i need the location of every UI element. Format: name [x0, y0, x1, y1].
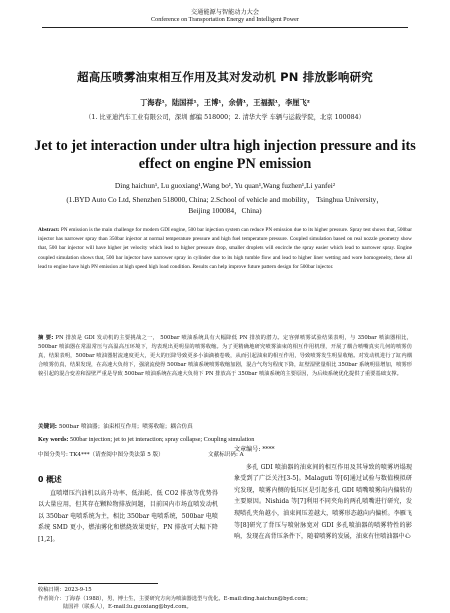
- cn-abstract: [38, 334, 412, 379]
- en-abstract: [38, 226, 412, 272]
- en-abstract-text: PN emission is the main challenge for modern GDI engine, 500 bar injection system can reduce PN emission due to its higher pressure. Spray test shows that, 500bar injector has narrower spray than 350bar injector at normal temperature pressure and high fuel temperature pressure. Coupled simulation based on real nozzle geometry show that, 500 bar injector will have higher jet velocity which lead to higher pressure drop, smaller droplets will encircle the spray easier which lead to narrower spray. Engine coupled simulation shows that, 500 bar injector have narrower spray in cylinder due to its high tumble flow and lead to higher liner wetting and wore homogeneity, these all lead to engine have high PN emission at high speed high load condition. Results can help improve future pattern design for 500bar injector.: [38, 227, 412, 270]
- author-bio-2: 陆国祥（联系人），E-mail:lu.guoxiang@byd.com。: [63, 604, 192, 611]
- cn-affiliation: （1. 比亚迪汽车工业有限公司，深圳 邮编 518000；2. 清华大学 车辆与运载学院，北京 100084）: [85, 114, 365, 121]
- clc-number: 中图分类号: TK4***（请查阅中图分类法第 5 版）: [38, 452, 164, 458]
- journal-header-cn: 交通能源与智能动力大会: [190, 9, 260, 16]
- article-number: 文章编号: ****: [234, 446, 275, 453]
- en-affiliation: (1.BYD Auto Co Ltd, Shenzhen 518000, China; 2.School of vehicle and mobility， Tsinghua University，Beijing 100084，China): [66, 195, 384, 215]
- author-bio-1: 作者简介：丁海春（1988），男，博士生，主要研究方向为喷油器选型与优化。E-mail:ding.haichun@byd.com；: [38, 595, 312, 602]
- en-title: Jet to jet interaction under ultra high injection pressure and its effect on engine PN emission: [34, 138, 416, 172]
- footnote: [38, 586, 418, 612]
- intro-paragraph-1: 直喷增压汽油机以高升功率、低油耗、低 CO2 排放等优势得以大量应用，但其存在颗粒物排放问题，目前国内市场直喷发动机以 350bar 电喷系统为主，相比 350bar 电喷系统，500bar 电喷系统 SMD 更小，燃油雾化和燃烧效果更好，PN 排放可大幅下降[1,2]。: [38, 489, 218, 543]
- header-rule: [42, 27, 408, 28]
- en-authors: Ding haichun¹, Lu guoxiang¹,Wang bo¹, Yu quan¹,Wang fuzhen¹,Li yanfei²: [114, 181, 336, 190]
- cn-authors: 丁海春¹，陆国祥¹，王博¹，余倩¹，王福振¹，李厘飞²: [140, 98, 310, 107]
- cn-keywords-label: 关键词:: [38, 424, 58, 430]
- document-code: 文献标识码: A: [208, 452, 244, 458]
- intro-right-column: [234, 444, 412, 543]
- cn-keywords: [38, 422, 412, 430]
- cn-abstract-text: PN 排放是 GDI 发动机的主要挑战之一， 500bar 喷油系统具有大幅降低 PN 排放的潜力。定容弹喷雾试验结果表明，与 350bar 喷油器相比，500bar 喷油器在常温常压与高温高压环境下，均表现出更明显的喷雾收缩。为了更精确地研究喷雾油束的相互作用机理，开展了耦合喷嘴真实几何的喷雾仿真，结果表明，500bar 喷油器射流速度更大，更大的压降导致更多小油滴被卷吸，从而引起油束的相互作用，导致喷雾发生明显收缩。对发动机进行了缸内耦合喷雾仿真，结果发现，在高速大负荷下，强滚流使得 500bar 喷油系统喷雾收缩加剧，混合气均匀程度下降，缸壁湿壁量相比 350bar 系统明显增加，喷雾形貌引起的混合变差和湿壁严重是导致 500bar 喷油系统在高速大负荷下 PN 排放高于 350bar 喷油系统的主要原因，为后续系统优化提供了重要基础支撑。: [38, 335, 413, 377]
- en-keywords-text: 500bar injection; jet to jet interaction; spray collapse; Coupling simulation: [69, 436, 255, 443]
- en-keywords: [38, 436, 412, 443]
- intro-section-title: 0 概述: [38, 475, 62, 484]
- received-date: 收稿日期：2023-9-15: [38, 587, 92, 593]
- intro-left-column: [38, 474, 218, 546]
- en-abstract-label: Abstract:: [38, 227, 60, 233]
- journal-header-en: Conference on Transportation Energy and Intelligent Power: [150, 16, 299, 23]
- cn-abstract-label: 摘 要:: [38, 335, 54, 341]
- en-keywords-label: Key words:: [38, 436, 69, 443]
- cn-keywords-text: 500bar 喷油器；油束相互作用；喷雾收缩；耦合仿真: [58, 424, 193, 430]
- cn-title: 超高压喷雾油束相互作用及其对发动机 PN 排放影响研究: [77, 70, 373, 84]
- intro-paragraph-2: 多孔 GDI 喷油器的油束间的相互作用及其导致的喷雾坍塌现象受到了广泛关注[3-5]。Malaguti 等[6]通过试验与数值模拟研究发现，喷雾内侧的低压区是引起多孔 GDI 喷嘴喷雾向内偏转的主要原因。Nishida 等[7]利用不同夹角的两孔喷嘴进行研究，发现喷孔夹角越小，油束间压差越大，喷雾形态越向内偏析。李雁飞等[8]研究了背压与喷射脉宽对 GDI 多孔喷油器的喷雾特性的影响，发现在高背压条件下，随着喷雾的发展，油束有往喷油器中心: [234, 463, 412, 541]
- footnote-rule: [38, 583, 158, 584]
